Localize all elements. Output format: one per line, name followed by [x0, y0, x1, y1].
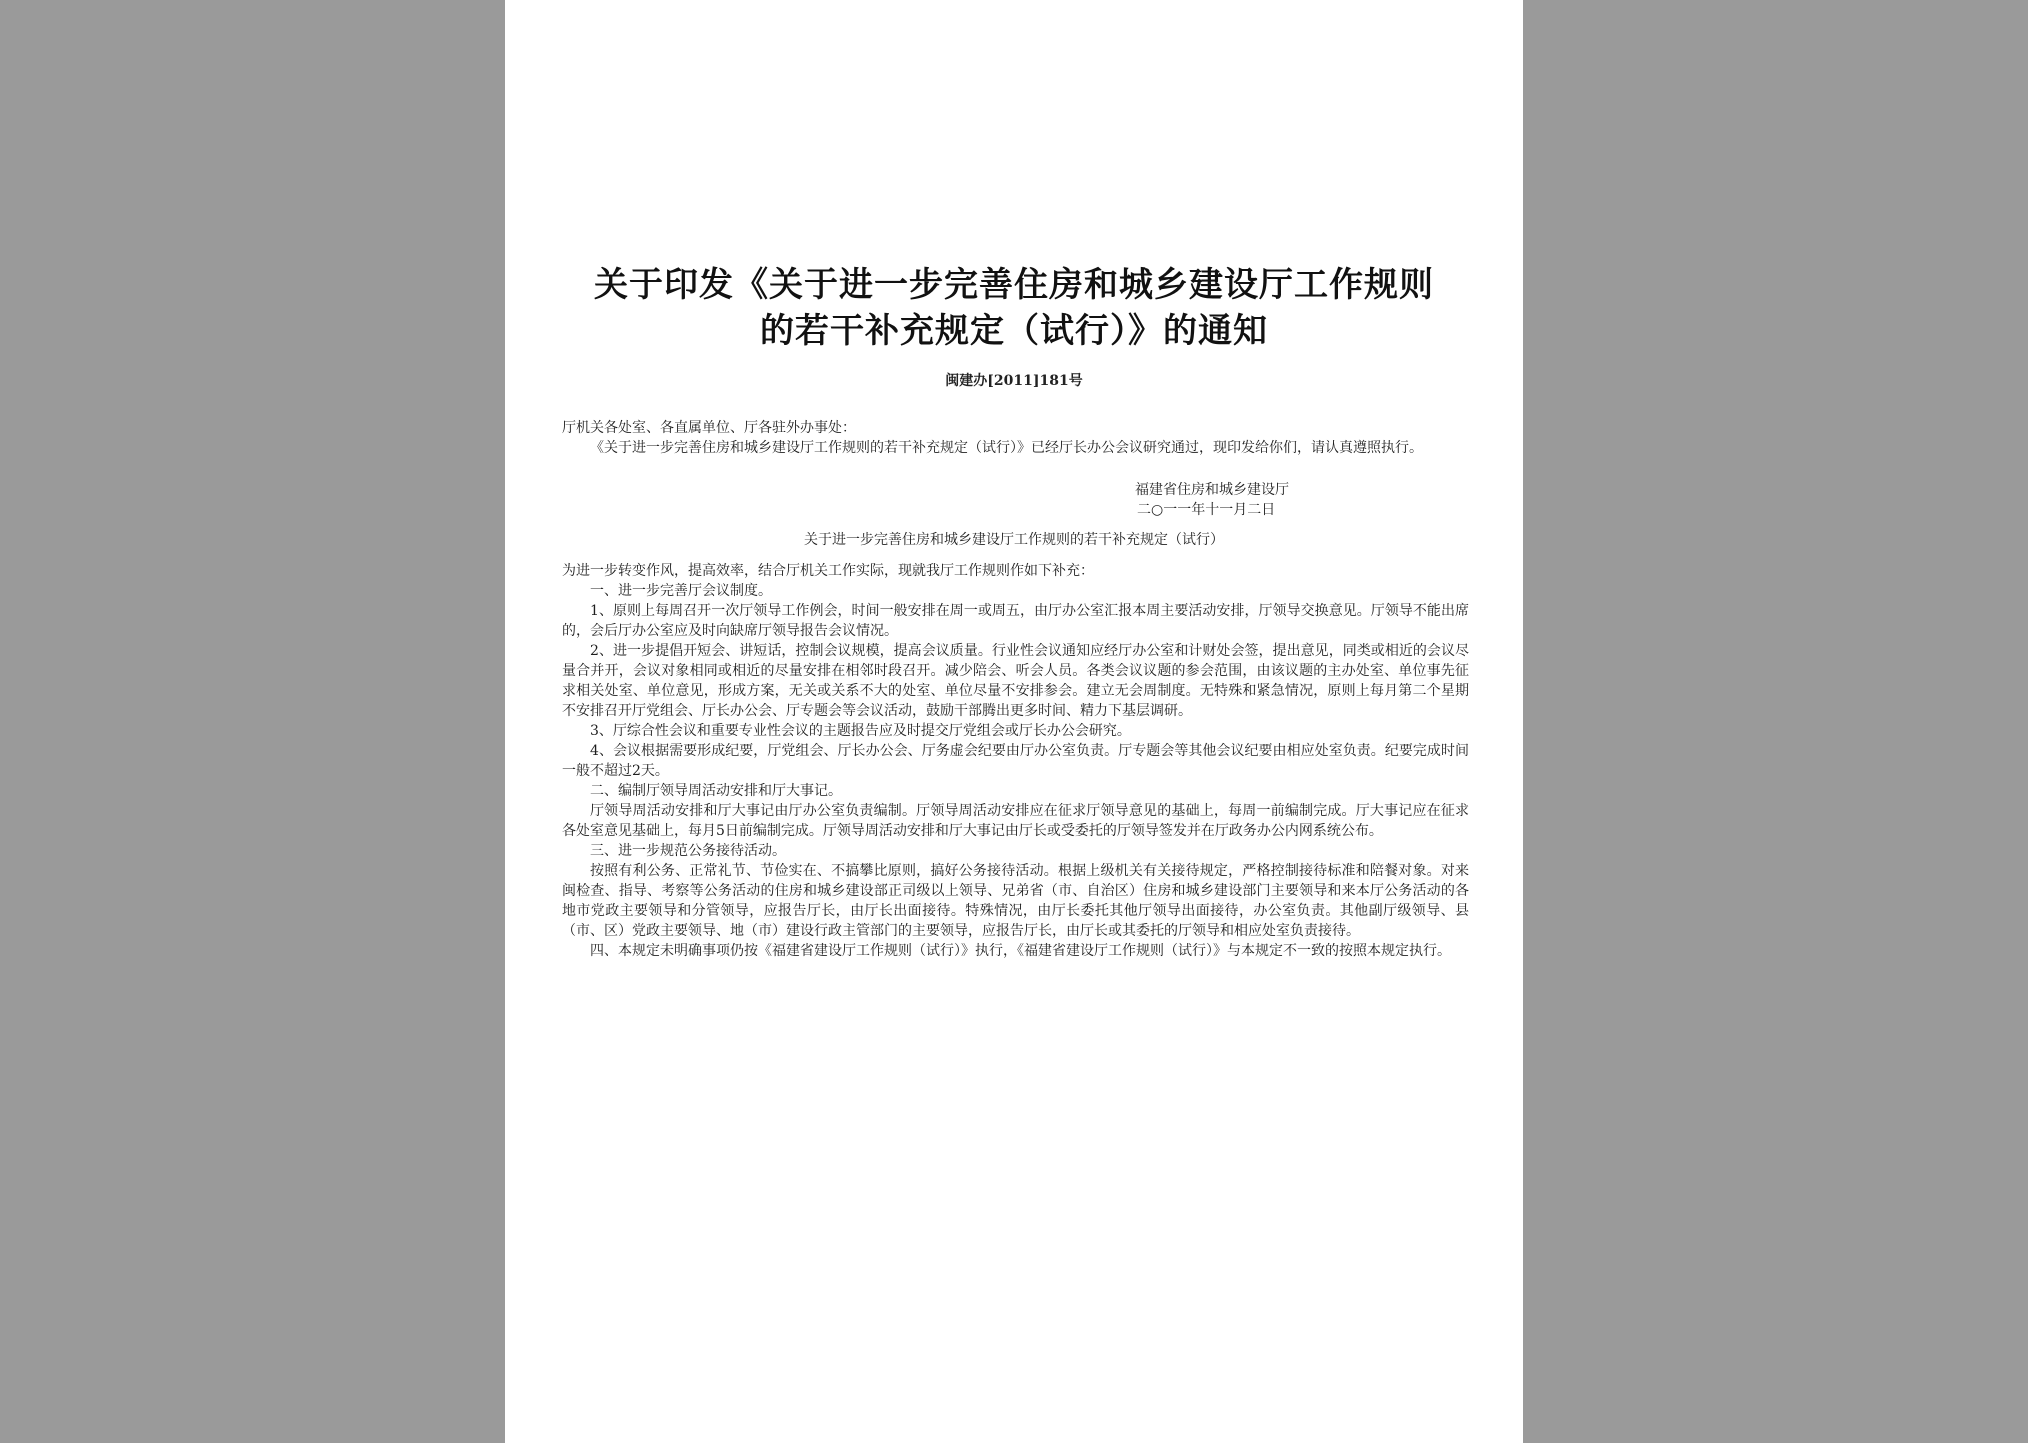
section-1-item-3: 3、厅综合性会议和重要专业性会议的主题报告应及时提交厅党组会或厅长办公会研究。: [590, 723, 1131, 739]
section-1-item-1: 1、原则上每周召开一次厅领导工作例会，时间一般安排在周一或周五，由厅办公室汇报本周主要活动安排，厅领导交换意见。厅领导不能出席的，会后厅办公室应及时向缺席厅领导报告会议情况。: [562, 603, 1469, 639]
section-3-body: 按照有利公务、正常礼节、节俭实在、不搞攀比原则，搞好公务接待活动。根据上级机关有关接待规定，严格控制接待标准和陪餐对象。对来闽检查、指导、考察等公务活动的住房和城乡建设部正司级以上领导、兄弟省（市、自治区）住房和城乡建设部门主要领导和来本厅公务活动的各地市党政主要领导和分管领导，应报告厅长，由厅长出面接待。特殊情况，由厅长委托其他厅领导出面接待，办公室负责。其他副厅级领导、县（市、区）党政主要领导、地（市）建设行政主管部门的主要领导，应报告厅长，由厅长或其委托的厅领导和相应处室负责接待。: [562, 863, 1469, 939]
section-2-body: 厅领导周活动安排和厅大事记由厅办公室负责编制。厅领导周活动安排应在征求厅领导意见的基础上，每周一前编制完成。厅大事记应在征求各处室意见基础上，每月5日前编制完成。厅领导周活动安排和厅大事记由厅长或受委托的厅领导签发并在厅政务办公内网系统公布。: [562, 803, 1469, 839]
issue-date: 二○一一年十一月二日: [1137, 502, 1276, 518]
section-3-heading: 三、进一步规范公务接待活动。: [590, 843, 786, 859]
attachment-title: 关于进一步完善住房和城乡建设厅工作规则的若干补充规定（试行）: [804, 532, 1224, 548]
section-1-item-4: 4、会议根据需要形成纪要，厅党组会、厅长办公会、厅务虚会纪要由厅办公室负责。厅专题会等其他会议纪要由相应处室负责。纪要完成时间一般不超过2天。: [562, 743, 1469, 779]
document-title: [545, 262, 1483, 354]
salutation: 厅机关各处室、各直属单位、厅各驻外办事处：: [562, 420, 856, 436]
title-line-1: 关于印发《关于进一步完善住房和城乡建设厅工作规则: [594, 265, 1434, 305]
document-page: [505, 0, 1523, 1443]
signature-block: [1135, 480, 1289, 520]
issuer-name: 福建省住房和城乡建设厅: [1135, 482, 1289, 498]
intro-paragraph: 《关于进一步完善住房和城乡建设厅工作规则的若干补充规定（试行）》已经厅长办公会议研究通过，现印发给你们，请认真遵照执行。: [590, 440, 1423, 456]
section-2-heading: 二、编制厅领导周活动安排和厅大事记。: [590, 783, 842, 799]
notice-body: [562, 418, 1469, 458]
preamble: 为进一步转变作风，提高效率，结合厅机关工作实际，现就我厅工作规则作如下补充：: [562, 563, 1094, 579]
document-number: 闽建办[2011]181号: [945, 373, 1083, 389]
section-1-heading: 一、进一步完善厅会议制度。: [590, 583, 772, 599]
section-4-body: 四、本规定未明确事项仍按《福建省建设厅工作规则（试行）》执行，《福建省建设厅工作规则（试行）》与本规定不一致的按照本规定执行。: [590, 943, 1451, 959]
title-line-2: 的若干补充规定（试行）》的通知: [760, 311, 1268, 351]
regulation-body: [562, 561, 1469, 961]
section-1-item-2: 2、进一步提倡开短会、讲短话，控制会议规模，提高会议质量。行业性会议通知应经厅办公室和计财处会签，提出意见，同类或相近的会议尽量合并开，会议对象相同或相近的尽量安排在相邻时段召开。减少陪会、听会人员。各类会议议题的参会范围，由该议题的主办处室、单位事先征求相关处室、单位意见，形成方案，无关或关系不大的处室、单位尽量不安排参会。建立无会周制度。无特殊和紧急情况，原则上每月第二个星期不安排召开厅党组会、厅长办公会、厅专题会等会议活动，鼓励干部腾出更多时间、精力下基层调研。: [562, 643, 1469, 719]
